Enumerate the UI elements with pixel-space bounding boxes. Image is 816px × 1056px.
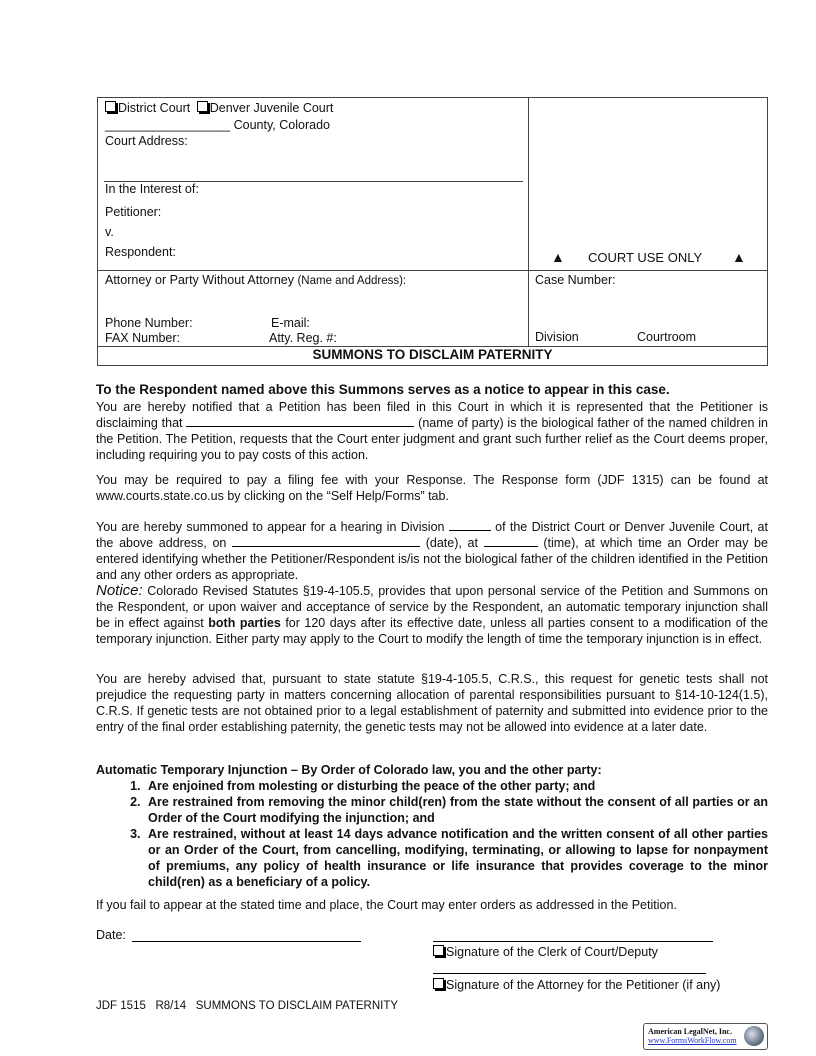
- checkbox-denver-juvenile[interactable]: [197, 101, 208, 112]
- globe-icon: [744, 1026, 764, 1046]
- injunction-heading: Automatic Temporary Injunction – By Order of Colorado law, you and the other party:: [96, 763, 602, 777]
- injunction-section: [96, 762, 768, 890]
- respondent-label: Respondent:: [105, 245, 176, 259]
- text: You may be required to pay a filing fee with your Response. The Response form (JDF 1315) can be found at www.courts.state.co.us: [96, 473, 768, 503]
- phone-label: Phone Number:: [105, 316, 193, 330]
- atty-reg-label: Atty. Reg. #:: [269, 331, 337, 345]
- logo-url[interactable]: www.FormsWorkFlow.com: [648, 1036, 737, 1045]
- text: both parties: [208, 616, 281, 630]
- division-blank[interactable]: [449, 519, 491, 531]
- logo-name: American LegalNet, Inc.: [648, 1027, 732, 1036]
- attorney-subtext: (Name and Address):: [297, 275, 407, 287]
- date-line[interactable]: [132, 941, 361, 942]
- checkbox-attorney[interactable]: [433, 978, 444, 989]
- clerk-signature-label: Signature of the Clerk of Court/Deputy: [446, 945, 658, 959]
- list-item: 1. Are enjoined from molesting or disturbing the peace of the other party; and: [144, 778, 768, 794]
- time-blank[interactable]: [484, 535, 538, 547]
- divider: [528, 97, 529, 346]
- attorney-label: [105, 273, 406, 287]
- court-address-label: Court Address:: [105, 134, 188, 148]
- form-title: SUMMONS TO DISCLAIM PATERNITY: [312, 347, 553, 362]
- date-blank[interactable]: [232, 535, 420, 547]
- petitioner-label: Petitioner:: [105, 205, 162, 219]
- checkbox-district-court[interactable]: [105, 101, 116, 112]
- courtroom-label: Courtroom: [637, 330, 697, 344]
- list-item: 2. Are restrained from removing the minor child(ren) from the state without the consent of all parties or an Order of the Court modifying the injunction; and: [144, 794, 768, 826]
- summons-heading: To the Respondent named above this Summons serves as a notice to appear in this case.: [96, 382, 670, 397]
- list-item: 3. Are restrained, without at least 14 days advance notification and the written consent of all other parties or an Order of the Court, from cancelling, modifying, terminating, or allowing to lapse for nonpayment of premiums, any policy of health insurance or life insurance that provides coverage to the minor child(ren) as a beneficiary of a policy.: [144, 826, 768, 890]
- attorney-signature-line[interactable]: [433, 973, 706, 974]
- division-label: Division: [535, 330, 579, 344]
- text: (time), at which time an Order may be entered identifying whether the Petitioner/Respondent is/is not the biological father of the children identified in the Petition and any other orders as appropriate.: [96, 536, 768, 582]
- paragraph-fee: [96, 472, 768, 504]
- american-legalnet-logo[interactable]: [643, 1023, 768, 1050]
- party-name-blank[interactable]: [186, 415, 414, 427]
- text: (name of party) is the biological father of the named children in the Petition. The Petition, requests that the Court enter judgment and grant such further relief as the Court deems proper, including requiring you to pay costs of this action.: [96, 416, 768, 462]
- county-label: County, Colorado: [233, 118, 330, 132]
- date-label: Date:: [96, 928, 126, 942]
- denver-juvenile-label: Denver Juvenile Court: [209, 101, 334, 115]
- clerk-signature: [433, 945, 658, 959]
- divider: [97, 270, 768, 271]
- fax-label: FAX Number:: [105, 331, 181, 345]
- triangle-up-icon: ▲: [551, 249, 565, 265]
- email-label: E-mail:: [271, 316, 310, 330]
- court-use-only-label: COURT USE ONLY: [588, 250, 703, 265]
- attorney-signature-label: Signature of the Attorney for the Petitioner (if any): [446, 978, 721, 992]
- paragraph-hearing: [96, 519, 768, 583]
- versus-label: v.: [105, 225, 114, 239]
- county-blank[interactable]: __________________: [105, 118, 231, 132]
- attorney-signature: [433, 978, 720, 992]
- triangle-up-icon: ▲: [732, 249, 746, 265]
- paragraph-petition: [96, 399, 768, 463]
- text: You are hereby summoned to appear for a hearing in Division: [96, 520, 445, 534]
- text: You are hereby notified that a Petition has been filed in this Court in which it is represented that the Petitioner is disclaiming that: [96, 400, 768, 430]
- paragraph-notice: [96, 583, 768, 647]
- notice-label: Notice:: [96, 582, 143, 599]
- paragraph-fail-to-appear: If you fail to appear at the stated time and place, the Court may enter orders as addressed in the Petition.: [96, 898, 677, 912]
- text: (date), at: [425, 536, 478, 550]
- text: for 120 days after its effective date, unless all parties consent to a modification of the temporary injunction. Either party may apply to the Court to modify the length of time the temporary injunction is in effect.: [96, 616, 768, 646]
- text: of the District Court or Denver Juvenile Court, at the above address, on: [96, 520, 768, 550]
- text: by clicking on the “Self Help/Forms” tab.: [227, 489, 449, 503]
- clerk-signature-line[interactable]: [433, 941, 713, 942]
- district-court-label: District Court: [118, 101, 191, 115]
- case-number-label: Case Number:: [535, 273, 616, 287]
- injunction-list: [96, 778, 768, 890]
- county-line: [105, 118, 330, 132]
- caption-box: [97, 97, 768, 366]
- text: Colorado Revised Statutes §19-4-105.5, provides that upon personal service of the Petition and Summons on the Respondent, or upon waiver and acceptance of service by the Respondent, an automatic temporary injunction shall be in effect against: [96, 584, 768, 630]
- form-id-footer: JDF 1515 R8/14 SUMMONS TO DISCLAIM PATERNITY: [96, 1000, 399, 1012]
- paragraph-genetic-tests: You are hereby advised that, pursuant to state statute §19-4-105.5, C.R.S., this request for genetic tests shall not prejudice the requesting party in matters concerning allocation of parental responsibilities pursuant to §14-10-124(1.5), C.R.S. If genetic tests are not obtained prior to a legal establishment of paternity and submitted into evidence prior to the entry of the final order establishing paternity, the genetic tests may not be allowed into evidence at a later date.: [96, 672, 768, 734]
- in-interest-of-label: In the Interest of:: [105, 182, 199, 196]
- court-type: [105, 101, 333, 115]
- checkbox-clerk[interactable]: [433, 945, 444, 956]
- attorney-text: Attorney or Party Without Attorney: [105, 273, 294, 287]
